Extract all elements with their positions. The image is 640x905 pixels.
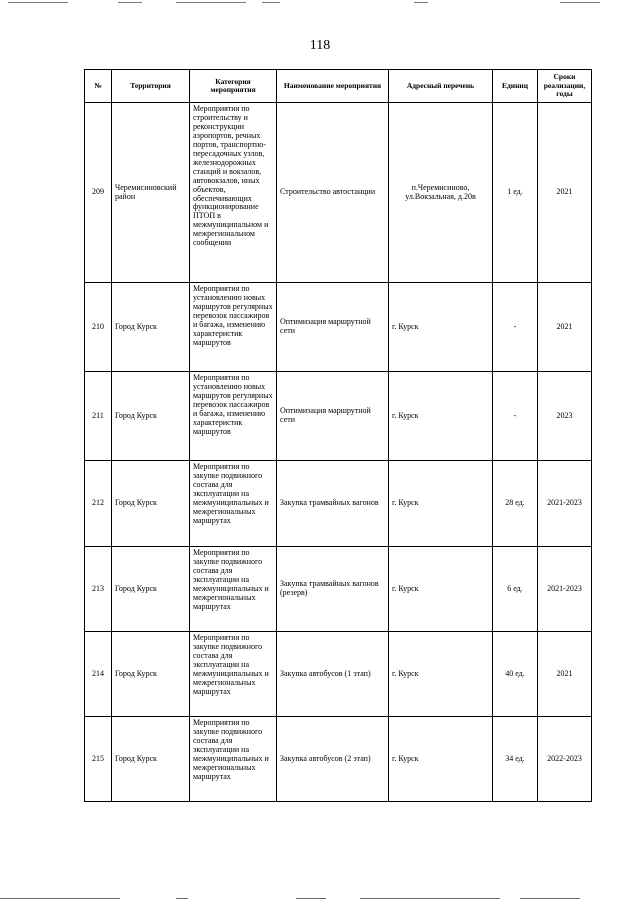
cell-units: - [493,372,538,461]
cell-num: 210 [85,283,112,372]
table-row [85,103,592,283]
scan-artifact-bottom [0,898,640,902]
cell-years: 2021 [538,103,592,283]
header-years: Сроки реализации, годы [538,70,592,103]
table-row [85,547,592,632]
header-name: Наименование мероприятия [277,70,389,103]
cell-num: 214 [85,632,112,717]
header-category: Категория мероприятия [190,70,277,103]
cell-address: г. Курск [389,372,493,461]
cell-category: Мероприятия по установлению новых маршрутов регулярных перевозок пассажиров и багажа, изменению характеристик маршрутов [190,283,277,372]
cell-category: Мероприятия по закупке подвижного состава для эксплуатации на межмуниципальных и межрегиональных маршрутах [190,461,277,547]
cell-name: Закупка автобусов (1 этап) [277,632,389,717]
cell-units: - [493,283,538,372]
cell-category: Мероприятия по закупке подвижного состава для эксплуатации на межмуниципальных и межрегиональных маршрутах [190,547,277,632]
table-row [85,372,592,461]
cell-territory: Город Курск [112,632,190,717]
cell-address: г. Курск [389,717,493,802]
cell-address: г. Курск [389,547,493,632]
cell-years: 2021 [538,632,592,717]
table-header-row [85,70,592,103]
header-units: Единиц [493,70,538,103]
scan-artifact-top [0,2,640,6]
cell-units: 1 ед. [493,103,538,283]
table-row [85,283,592,372]
cell-category: Мероприятия по строительству и реконструкции аэропортов, речных портов, транспортно-пересадочных узлов, железнодорожных станций и вокзалов, автовокзалов, иных объектов, обеспечивающих функционирование ПТОП в межмуниципальном и межрегиональном сообщении [190,103,277,283]
cell-territory: Черемисиновский район [112,103,190,283]
cell-territory: Город Курск [112,283,190,372]
header-num: № [85,70,112,103]
table-row [85,461,592,547]
cell-years: 2021 [538,283,592,372]
table-row [85,717,592,802]
cell-years: 2022-2023 [538,717,592,802]
header-address: Адресный перечень [389,70,493,103]
cell-num: 209 [85,103,112,283]
cell-years: 2023 [538,372,592,461]
cell-years: 2021-2023 [538,547,592,632]
cell-units: 34 ед. [493,717,538,802]
cell-address: п.Черемисиново, ул.Вокзальная, д.20в [389,103,493,283]
cell-territory: Город Курск [112,461,190,547]
cell-units: 40 ед. [493,632,538,717]
cell-category: Мероприятия по закупке подвижного состава для эксплуатации на межмуниципальных и межрегиональных маршрутах [190,632,277,717]
cell-address: г. Курск [389,632,493,717]
cell-num: 213 [85,547,112,632]
cell-years: 2021-2023 [538,461,592,547]
activities-table [84,69,592,802]
cell-address: г. Курск [389,461,493,547]
cell-name: Оптимизация маршрутной сети [277,283,389,372]
cell-num: 211 [85,372,112,461]
table-row [85,632,592,717]
cell-territory: Город Курск [112,717,190,802]
cell-units: 6 ед. [493,547,538,632]
cell-name: Строительство автостанции [277,103,389,283]
cell-territory: Город Курск [112,372,190,461]
cell-name: Закупка трамвайных вагонов [277,461,389,547]
cell-territory: Город Курск [112,547,190,632]
cell-name: Закупка трамвайных вагонов (резерв) [277,547,389,632]
header-territory: Территория [112,70,190,103]
cell-category: Мероприятия по установлению новых маршрутов регулярных перевозок пассажиров и багажа, изменению характеристик маршрутов [190,372,277,461]
cell-units: 28 ед. [493,461,538,547]
cell-num: 215 [85,717,112,802]
cell-num: 212 [85,461,112,547]
cell-name: Оптимизация маршрутной сети [277,372,389,461]
cell-category: Мероприятия по закупке подвижного состава для эксплуатации на межмуниципальных и межрегиональных маршрутах [190,717,277,802]
page-number: 118 [309,38,331,53]
cell-address: г. Курск [389,283,493,372]
cell-name: Закупка автобусов (2 этап) [277,717,389,802]
